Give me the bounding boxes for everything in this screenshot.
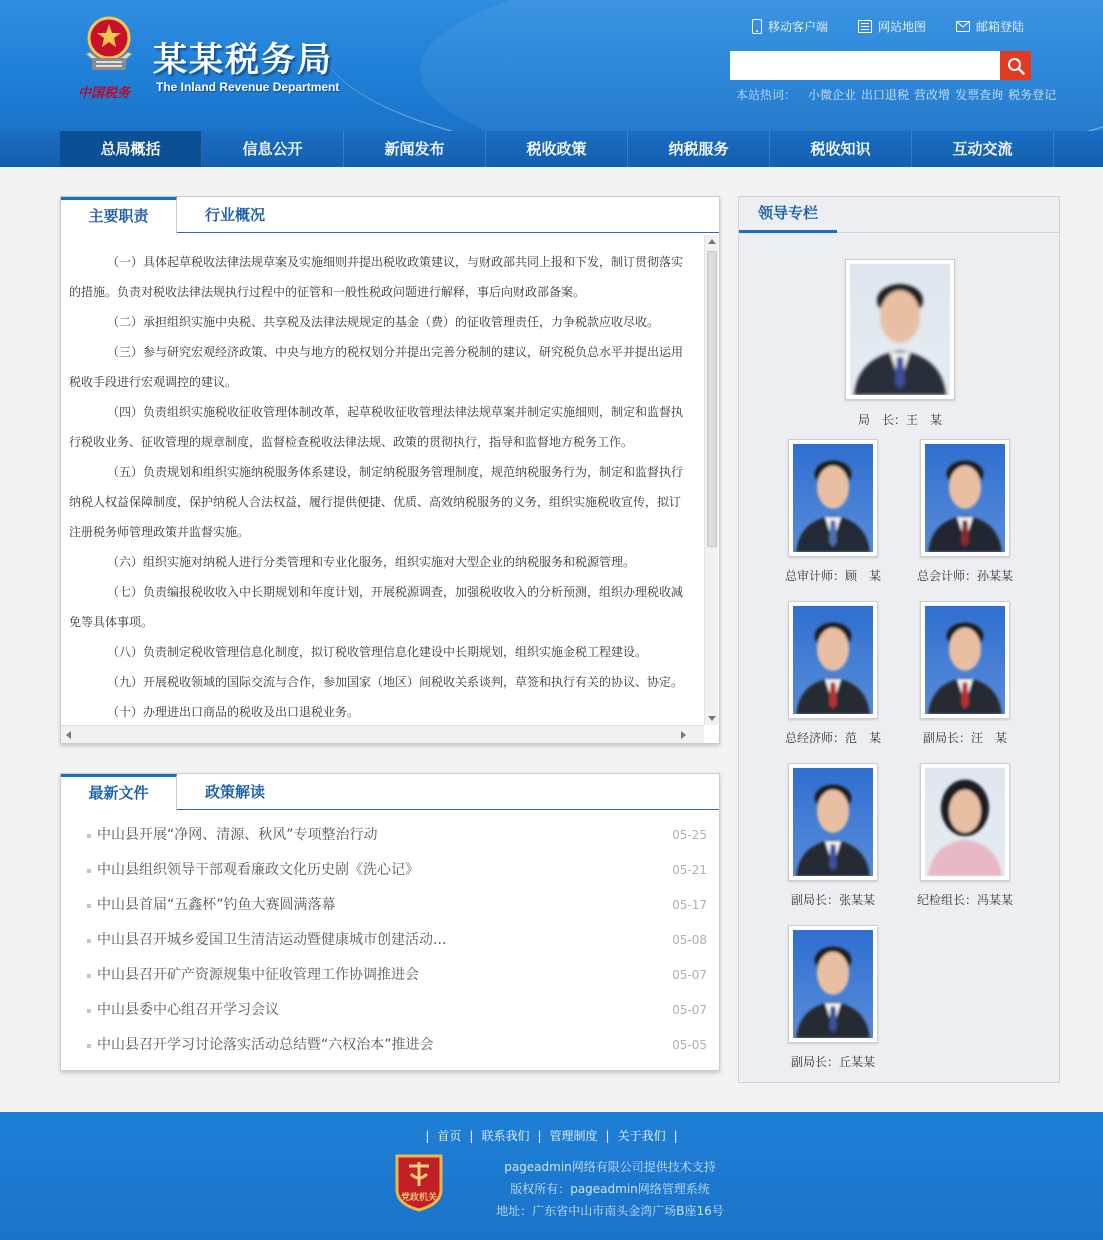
leader-photo[interactable]	[845, 259, 955, 400]
sitemap-label: 网站地图	[878, 20, 927, 34]
news-date: 05-05	[672, 1038, 707, 1052]
mobile-icon	[752, 19, 762, 34]
news-title: 中山县组织领导干部观看廉政文化历史剧《洗心记》	[97, 862, 419, 878]
leader-card[interactable]	[900, 439, 1030, 583]
mobile-client-label: 移动客户端	[768, 20, 829, 34]
tab-industry-overview[interactable]: 行业概况	[204, 206, 265, 224]
tab-policy-interpretation[interactable]: 政策解读	[204, 783, 265, 801]
news-tabs	[61, 774, 719, 810]
leader-caption: 副局长：汪 某	[922, 731, 1007, 745]
tax-emblem-icon	[78, 14, 140, 78]
leaders-panel	[738, 196, 1060, 1083]
nav-item-service[interactable]: 纳税服务	[628, 131, 770, 167]
leader-caption: 纪检组长：冯某某	[916, 893, 1013, 907]
nav-item-disclosure[interactable]: 信息公开	[202, 131, 344, 167]
news-item[interactable]	[85, 993, 707, 1028]
portrait-image	[793, 606, 873, 714]
leader-card[interactable]	[768, 439, 898, 583]
address-text: 地址：广东省中山市南头金湾广场B座16号	[496, 1204, 724, 1218]
mail-login-link[interactable]	[956, 18, 1024, 35]
leader-caption: 总审计师：顾 某	[784, 569, 881, 583]
leader-card[interactable]	[768, 763, 898, 907]
duty-paragraph: （一）具体起草税收法律法规草案及实施细则并提出税收政策建议，与财政部共同上报和下发，制订贯彻落实的措施。负责对税收法律法规执行过程中的征管和一般性税政问题进行解释，事后向财政部备案。	[69, 255, 684, 299]
leader-photo[interactable]	[788, 601, 878, 719]
site-footer	[0, 1112, 1103, 1240]
leader-photo[interactable]	[920, 601, 1010, 719]
footer-link-rules[interactable]: 管理制度	[549, 1129, 598, 1143]
scroll-right-arrow-icon[interactable]	[681, 731, 686, 739]
footer-link-contact[interactable]: 联系我们	[481, 1129, 530, 1143]
portrait-image	[925, 444, 1005, 552]
mobile-client-link[interactable]	[752, 18, 828, 35]
news-date: 05-08	[672, 933, 707, 947]
portrait-image	[925, 606, 1005, 714]
hot-word-link[interactable]: 发票查询	[955, 88, 1004, 102]
leader-card[interactable]	[900, 601, 1030, 745]
leader-caption: 局 长：王 某	[857, 413, 942, 427]
news-date: 05-07	[672, 968, 707, 982]
scroll-thumb[interactable]	[707, 251, 717, 547]
news-item[interactable]	[85, 1028, 707, 1063]
duty-paragraph: （六）组织实施对纳税人进行分类管理和专业化服务，组织实施对大型企业的纳税服务和税源管理。	[107, 555, 636, 569]
site-header	[0, 0, 1103, 131]
leader-card[interactable]	[768, 601, 898, 745]
news-panel	[60, 773, 720, 1071]
news-item[interactable]	[85, 818, 707, 853]
nav-item-knowledge[interactable]: 税收知识	[770, 131, 912, 167]
leaders-title: 领导专栏	[739, 197, 837, 233]
search-field-wrap	[730, 51, 1000, 80]
duties-tabs	[61, 197, 719, 233]
nav-item-policy[interactable]: 税收政策	[486, 131, 628, 167]
leader-photo[interactable]	[920, 439, 1010, 557]
scroll-up-arrow-icon[interactable]	[708, 239, 716, 244]
nav-item-news[interactable]: 新闻发布	[344, 131, 486, 167]
leader-photo[interactable]	[920, 763, 1010, 881]
leader-card[interactable]	[768, 925, 898, 1069]
leader-photo[interactable]	[788, 925, 878, 1043]
duty-paragraph: （三）参与研究宏观经济政策、中央与地方的税权划分并提出完善分税制的建议，研究税负总水平并提出运用税收手段进行宏观调控的建议。	[69, 345, 684, 389]
copyright-text: 版权所有：pageadmin网络管理系统	[510, 1182, 710, 1196]
hot-word-link[interactable]: 出口退税	[861, 88, 910, 102]
leader-photo[interactable]	[788, 763, 878, 881]
vertical-scrollbar[interactable]	[704, 235, 718, 725]
news-title: 中山县委中心组召开学习会议	[97, 1002, 279, 1018]
duty-paragraph: （五）负责规划和组织实施纳税服务体系建设，制定纳税服务管理制度，规范纳税服务行为，制定和监督执行纳税人权益保障制度，保护纳税人合法权益，履行提供便捷、优质、高效纳税服务的义务，组织实施税收宣传，拟订注册税务师管理政策并监督实施。	[69, 465, 684, 539]
duty-paragraph: （九）开展税收领域的国际交流与合作，参加国家（地区）间税收关系谈判，草签和执行有关的协议、协定。	[107, 675, 684, 689]
news-date: 05-25	[672, 828, 707, 842]
footer-link-about[interactable]: 关于我们	[617, 1129, 666, 1143]
duty-paragraph: （二）承担组织实施中央税、共享税及法律法规规定的基金（费）的征收管理责任，力争税款应收尽收。	[107, 315, 660, 329]
portrait-image	[925, 768, 1005, 876]
site-subtitle: The Inland Revenue Department	[156, 80, 340, 94]
portrait-image	[793, 444, 873, 552]
leader-card[interactable]	[900, 763, 1030, 907]
duties-content	[61, 235, 704, 725]
site-title[interactable]: 某某税务局	[153, 40, 333, 80]
government-badge-icon[interactable]	[391, 1150, 447, 1212]
tab-latest-files[interactable]: 最新文件	[61, 774, 177, 811]
top-links	[752, 18, 1054, 35]
horizontal-scrollbar[interactable]	[61, 725, 704, 743]
duty-paragraph: （八）负责制定税收管理信息化制度，拟订税收管理信息化建设中长期规划，组织实施金税工程建设。	[107, 645, 648, 659]
search-icon	[1007, 57, 1025, 75]
portrait-image	[793, 930, 873, 1038]
news-date: 05-17	[672, 898, 707, 912]
scroll-left-arrow-icon[interactable]	[66, 731, 71, 739]
tab-main-duties[interactable]: 主要职责	[61, 197, 177, 234]
hot-words	[736, 86, 1061, 103]
leader-card[interactable]	[825, 259, 975, 427]
news-item[interactable]	[85, 923, 707, 958]
news-item[interactable]	[85, 853, 707, 888]
leader-caption: 总经济师：范 某	[784, 731, 881, 745]
hot-word-link[interactable]: 小微企业	[808, 88, 857, 102]
scroll-down-arrow-icon[interactable]	[708, 716, 716, 721]
duty-paragraph: （十）办理进出口商品的税收及出口退税业务。	[107, 705, 360, 719]
tech-support-text: pageadmin网络有限公司提供技术支持	[504, 1160, 716, 1174]
main-nav	[0, 131, 1103, 167]
duties-panel	[60, 196, 720, 744]
leader-caption: 总会计师：孙某某	[916, 569, 1013, 583]
news-date: 05-21	[672, 863, 707, 877]
hot-word-link[interactable]: 税务登记	[1008, 88, 1057, 102]
leader-caption: 副局长：丘某某	[790, 1055, 875, 1069]
news-item[interactable]	[85, 888, 707, 923]
search-button[interactable]	[1000, 51, 1031, 80]
nav-item-interaction[interactable]: 互动交流	[912, 131, 1054, 167]
news-title: 中山县召开城乡爱国卫生清洁运动暨健康城市创建活动...	[97, 932, 447, 948]
duty-paragraph: （七）负责编报税收收入中长期规划和年度计划，开展税源调查，加强税收收入的分析预测，组织办理税收减免等具体事项。	[69, 585, 684, 629]
news-title: 中山县召开学习讨论落实活动总结暨“六权治本”推进会	[97, 1037, 434, 1053]
news-title: 中山县首届“五鑫杯”钓鱼大赛圆满落幕	[97, 897, 336, 913]
leaders-title-bar	[739, 197, 1059, 233]
sitemap-icon	[858, 20, 872, 33]
news-list	[61, 810, 719, 1063]
news-title: 中山县开展“净网、清源、秋风”专项整治行动	[97, 827, 378, 843]
seal-text: 中国税务	[78, 86, 131, 101]
portrait-image	[793, 768, 873, 876]
nav-item-overview[interactable]: 总局概括	[60, 131, 202, 167]
mail-icon	[956, 21, 970, 32]
sitemap-link[interactable]	[858, 18, 926, 35]
leader-caption: 副局长：张某某	[790, 893, 875, 907]
leader-photo[interactable]	[788, 439, 878, 557]
footer-info	[496, 1156, 724, 1222]
portrait-image	[850, 264, 950, 395]
search-input[interactable]	[730, 51, 1000, 80]
footer-links: | 首页 | 联系我们 | 管理制度 | 关于我们 |	[425, 1129, 678, 1143]
news-item[interactable]	[85, 958, 707, 993]
duty-paragraph: （四）负责组织实施税收征收管理体制改革，起草税收征收管理法律法规草案并制定实施细则，制定和监督执行税收业务、征收管理的规章制度，监督检查税收法律法规、政策的贯彻执行，指导和监督地方税务工作。	[69, 405, 684, 449]
news-title: 中山县召开矿产资源规集中征收管理工作协调推进会	[97, 967, 419, 983]
hot-words-label: 本站热词：	[736, 88, 797, 102]
hot-word-link[interactable]: 营改增	[914, 88, 951, 102]
badge-text: 党政机关	[400, 1193, 438, 1203]
mail-login-label: 邮箱登陆	[976, 20, 1025, 34]
footer-link-home[interactable]: 首页	[437, 1129, 462, 1143]
news-date: 05-07	[672, 1003, 707, 1017]
